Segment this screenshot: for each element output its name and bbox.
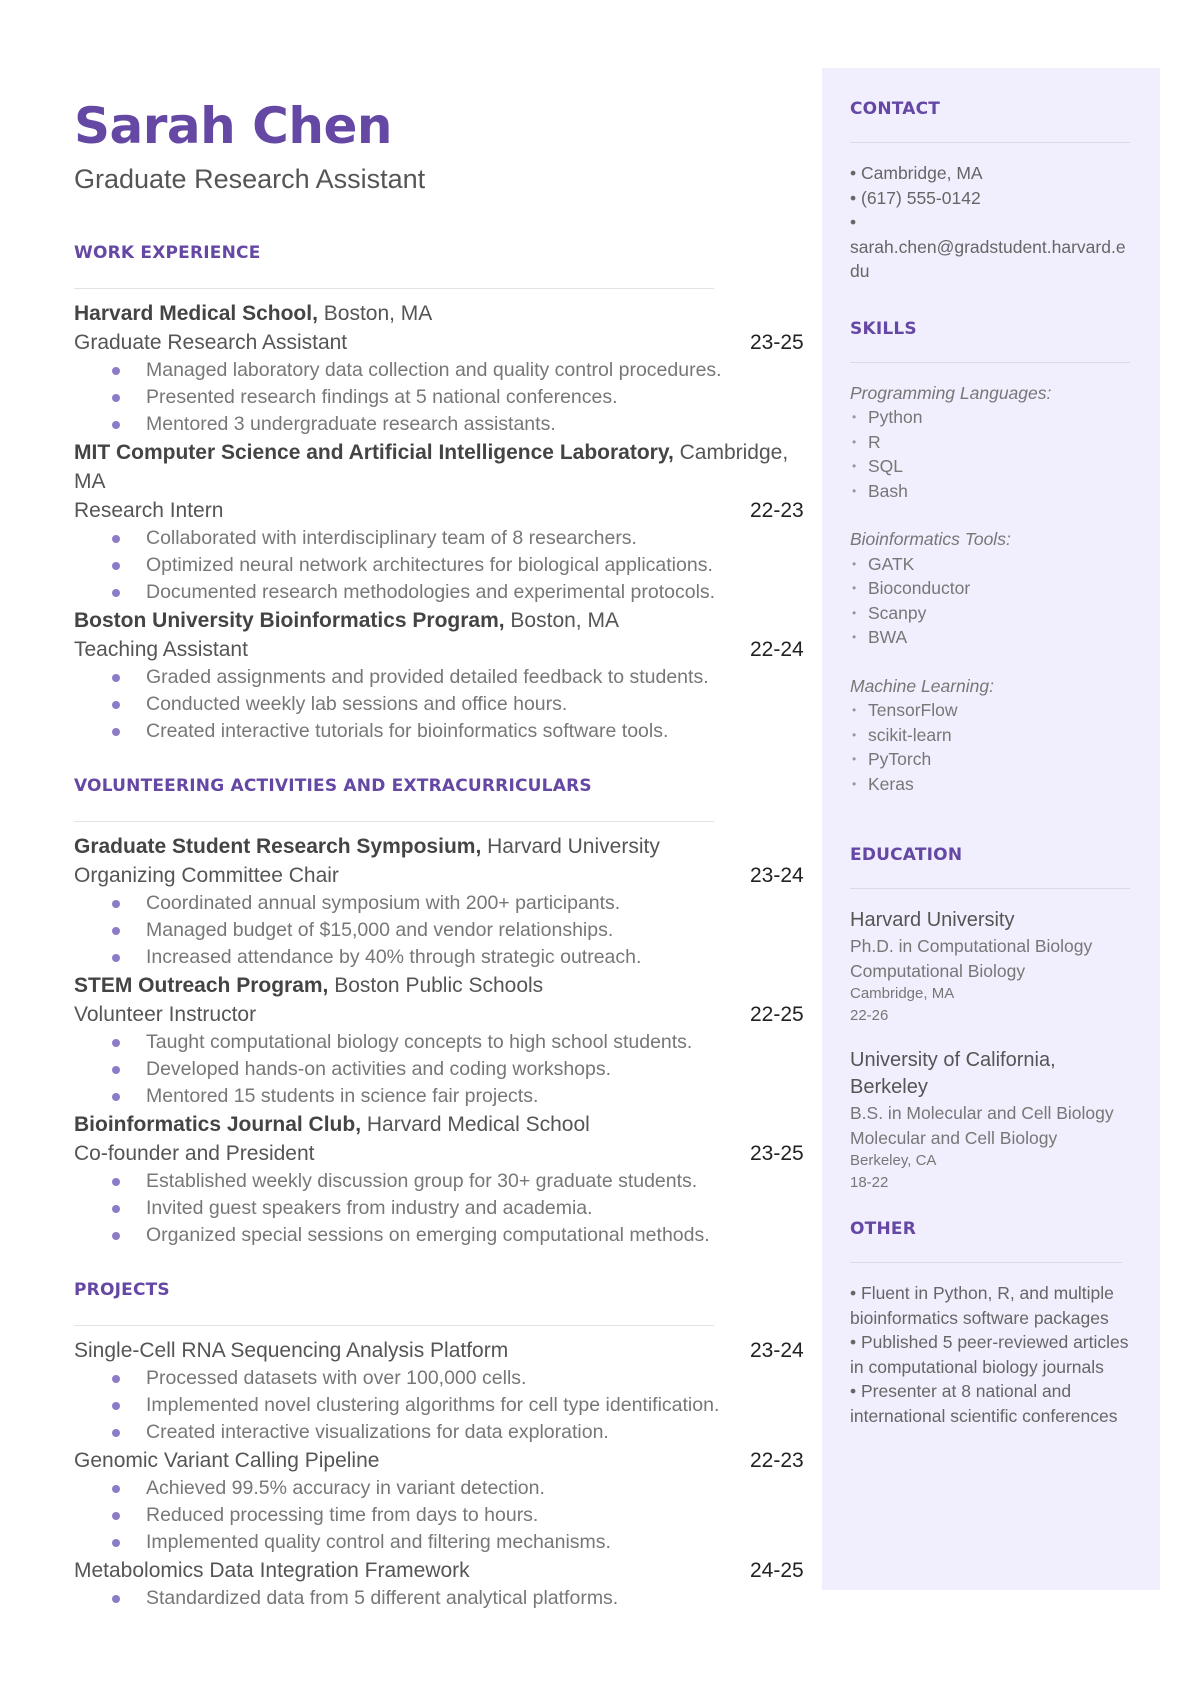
entry-location: Boston Public Schools — [328, 974, 544, 997]
entry-role: Volunteer Instructor — [74, 1003, 257, 1026]
skill-item: • PyTorch — [850, 747, 1130, 772]
entry-location: Boston, MA — [504, 609, 619, 632]
entry-date: 23-24 — [750, 1339, 804, 1362]
skill-item: • GATK — [850, 552, 1130, 577]
section-divider — [850, 1262, 1122, 1263]
volunteer-entry — [74, 971, 804, 1110]
skill-item: • Keras — [850, 772, 1130, 797]
skill-item: • scikit-learn — [850, 723, 1130, 748]
bullet-item: Documented research methodologies and experimental protocols. — [74, 579, 804, 606]
skill-item: • Scanpy — [850, 601, 1130, 626]
section-divider — [850, 142, 1130, 143]
project-entry — [74, 1336, 804, 1446]
entry-organization: Harvard Medical School, — [74, 302, 318, 325]
entry-date: 22-24 — [750, 638, 804, 661]
project-name: Genomic Variant Calling Pipeline — [74, 1449, 380, 1472]
candidate-name: Sarah Chen — [74, 97, 392, 155]
contact-item: • (617) 555-0142 — [850, 187, 981, 208]
section-divider — [74, 821, 714, 822]
skill-category: Machine Learning: — [850, 675, 994, 696]
bullet-item: Managed laboratory data collection and quality control procedures. — [74, 357, 804, 384]
education-heading: EDUCATION — [850, 845, 963, 865]
entry-date: 24-25 — [750, 1559, 804, 1582]
education-location: Berkeley, CA — [850, 1152, 937, 1169]
project-name: Metabolomics Data Integration Framework — [74, 1559, 470, 1582]
contact-location: Cambridge, MA — [861, 163, 983, 183]
bullet-item: Processed datasets with over 100,000 cells. — [74, 1365, 804, 1392]
work-entry — [74, 438, 804, 606]
contact-item: • Cambridge, MA — [850, 163, 983, 183]
bullet-item: Established weekly discussion group for 30+ graduate students. — [74, 1168, 804, 1195]
entry-organization: STEM Outreach Program, — [74, 974, 329, 997]
main-column — [74, 96, 804, 1612]
bullet-item: Standardized data from 5 different analytical platforms. — [74, 1585, 804, 1612]
skill-category: Programming Languages: — [850, 382, 1052, 403]
bullet-item: Managed budget of $15,000 and vendor relationships. — [74, 917, 804, 944]
entry-role: Co-founder and President — [74, 1142, 315, 1165]
entry-location: Harvard Medical School — [361, 1113, 590, 1136]
education-institution: University of California, Berkeley — [850, 1049, 1056, 1098]
bullet-item: Developed hands-on activities and coding workshops. — [74, 1056, 804, 1083]
contact-phone: (617) 555-0142 — [861, 187, 981, 208]
other-item-text: Published 5 peer-reviewed articles in computational biology journals — [850, 1332, 1129, 1377]
entry-date: 22-23 — [750, 499, 804, 522]
skill-item: • R — [850, 430, 1130, 455]
section-divider — [850, 888, 1130, 889]
bullet-item: Created interactive tutorials for bioinformatics software tools. — [74, 718, 804, 745]
skills-heading: SKILLS — [850, 318, 917, 339]
other-item: • Published 5 peer-reviewed articles in computational biology journals — [850, 1332, 1129, 1377]
education-years: 18-22 — [850, 1174, 889, 1191]
bullet-item: Collaborated with interdisciplinary team of 8 researchers. — [74, 525, 804, 552]
skill-group — [850, 381, 1130, 504]
bullet-item: Mentored 3 undergraduate research assistants. — [74, 411, 804, 438]
bullet-item: Graded assignments and provided detailed feedback to students. — [74, 664, 804, 691]
contact-item: • — [850, 212, 857, 232]
project-name: Single-Cell RNA Sequencing Analysis Platform — [74, 1339, 509, 1362]
entry-date: 23-25 — [750, 331, 804, 354]
other-item-text: Presenter at 8 national and international scientific conferences — [850, 1381, 1118, 1426]
work-entry — [74, 606, 804, 745]
contact-heading: CONTACT — [850, 99, 941, 119]
other-item: • Presenter at 8 national and international scientific conferences — [850, 1381, 1118, 1426]
bullet-item: Implemented quality control and filtering mechanisms. — [74, 1529, 804, 1556]
sidebar — [822, 68, 1160, 1590]
entry-role: Teaching Assistant — [74, 638, 248, 661]
bullet-item: Created interactive visualizations for data exploration. — [74, 1419, 804, 1446]
skill-item: • Bash — [850, 479, 1130, 504]
skill-group — [850, 527, 1130, 650]
work-entry — [74, 299, 804, 438]
projects-heading: PROJECTS — [74, 1280, 170, 1300]
bullet-item: Organized special sessions on emerging computational methods. — [74, 1222, 804, 1249]
education-institution: Harvard University — [850, 909, 1015, 931]
volunteer-entry — [74, 832, 804, 971]
skill-item: • Python — [850, 405, 1130, 430]
other-item-text: Fluent in Python, R, and multiple bioinformatics software packages — [850, 1283, 1114, 1328]
skill-item: • Bioconductor — [850, 576, 1130, 601]
education-entry — [850, 1047, 1130, 1194]
entry-location: Harvard University — [481, 835, 660, 858]
volunteering-heading: VOLUNTEERING ACTIVITIES AND EXTRACURRICULARS — [74, 776, 592, 796]
entry-date: 23-25 — [750, 1142, 804, 1165]
entry-location: Cambridge, MA — [74, 441, 789, 493]
entry-organization: Graduate Student Research Symposium, — [74, 835, 482, 858]
bullet-item: Invited guest speakers from industry and academia. — [74, 1195, 804, 1222]
skill-item: • TensorFlow — [850, 698, 1130, 723]
education-field: Molecular and Cell Biology — [850, 1127, 1058, 1148]
education-location: Cambridge, MA — [850, 985, 955, 1002]
bullet-item: Optimized neural network architectures for biological applications. — [74, 552, 804, 579]
education-entry — [850, 907, 1130, 1027]
bullet-item: Achieved 99.5% accuracy in variant detection. — [74, 1475, 804, 1502]
section-divider — [850, 362, 1130, 363]
bullet-item: Presented research findings at 5 national conferences. — [74, 384, 804, 411]
bullet-item: Implemented novel clustering algorithms for cell type identification. — [74, 1392, 804, 1419]
skill-category: Bioinformatics Tools: — [850, 529, 1011, 549]
entry-role: Graduate Research Assistant — [74, 331, 348, 354]
entry-date: 23-24 — [750, 864, 804, 887]
bullet-item: Increased attendance by 40% through strategic outreach. — [74, 944, 804, 971]
skill-item: • BWA — [850, 625, 1130, 650]
section-divider — [74, 288, 714, 289]
other-heading: OTHER — [850, 1219, 916, 1239]
contact-email[interactable]: sarah.chen@gradstudent.harvard.e du — [850, 236, 1126, 281]
education-field: Computational Biology — [850, 960, 1026, 981]
entry-role: Research Intern — [74, 499, 224, 522]
candidate-title: Graduate Research Assistant — [74, 164, 426, 194]
section-divider — [74, 1325, 714, 1326]
volunteer-entry — [74, 1110, 804, 1249]
entry-organization: MIT Computer Science and Artificial Intelligence Laboratory, — [74, 441, 674, 464]
bullet-item: Conducted weekly lab sessions and office hours. — [74, 691, 804, 718]
other-item: • Fluent in Python, R, and multiple bioinformatics software packages — [850, 1283, 1114, 1328]
project-entry — [74, 1556, 804, 1612]
entry-date: 22-25 — [750, 1003, 804, 1026]
education-degree: B.S. in Molecular and Cell Biology — [850, 1103, 1114, 1123]
work-experience-heading: WORK EXPERIENCE — [74, 243, 261, 263]
bullet-item: Reduced processing time from days to hours. — [74, 1502, 804, 1529]
education-years: 22-26 — [850, 1007, 889, 1024]
education-degree: Ph.D. in Computational Biology — [850, 936, 1093, 956]
entry-location: Boston, MA — [317, 302, 433, 325]
bullet-item: Mentored 15 students in science fair projects. — [74, 1083, 804, 1110]
skill-item: • SQL — [850, 454, 1130, 479]
project-entry — [74, 1446, 804, 1556]
entry-role: Organizing Committee Chair — [74, 864, 339, 887]
entry-organization: Boston University Bioinformatics Program, — [74, 609, 505, 632]
entry-organization: Bioinformatics Journal Club, — [74, 1113, 362, 1136]
entry-date: 22-23 — [750, 1449, 804, 1472]
skill-group — [850, 674, 1130, 797]
bullet-item: Coordinated annual symposium with 200+ participants. — [74, 890, 804, 917]
bullet-item: Taught computational biology concepts to high school students. — [74, 1029, 804, 1056]
